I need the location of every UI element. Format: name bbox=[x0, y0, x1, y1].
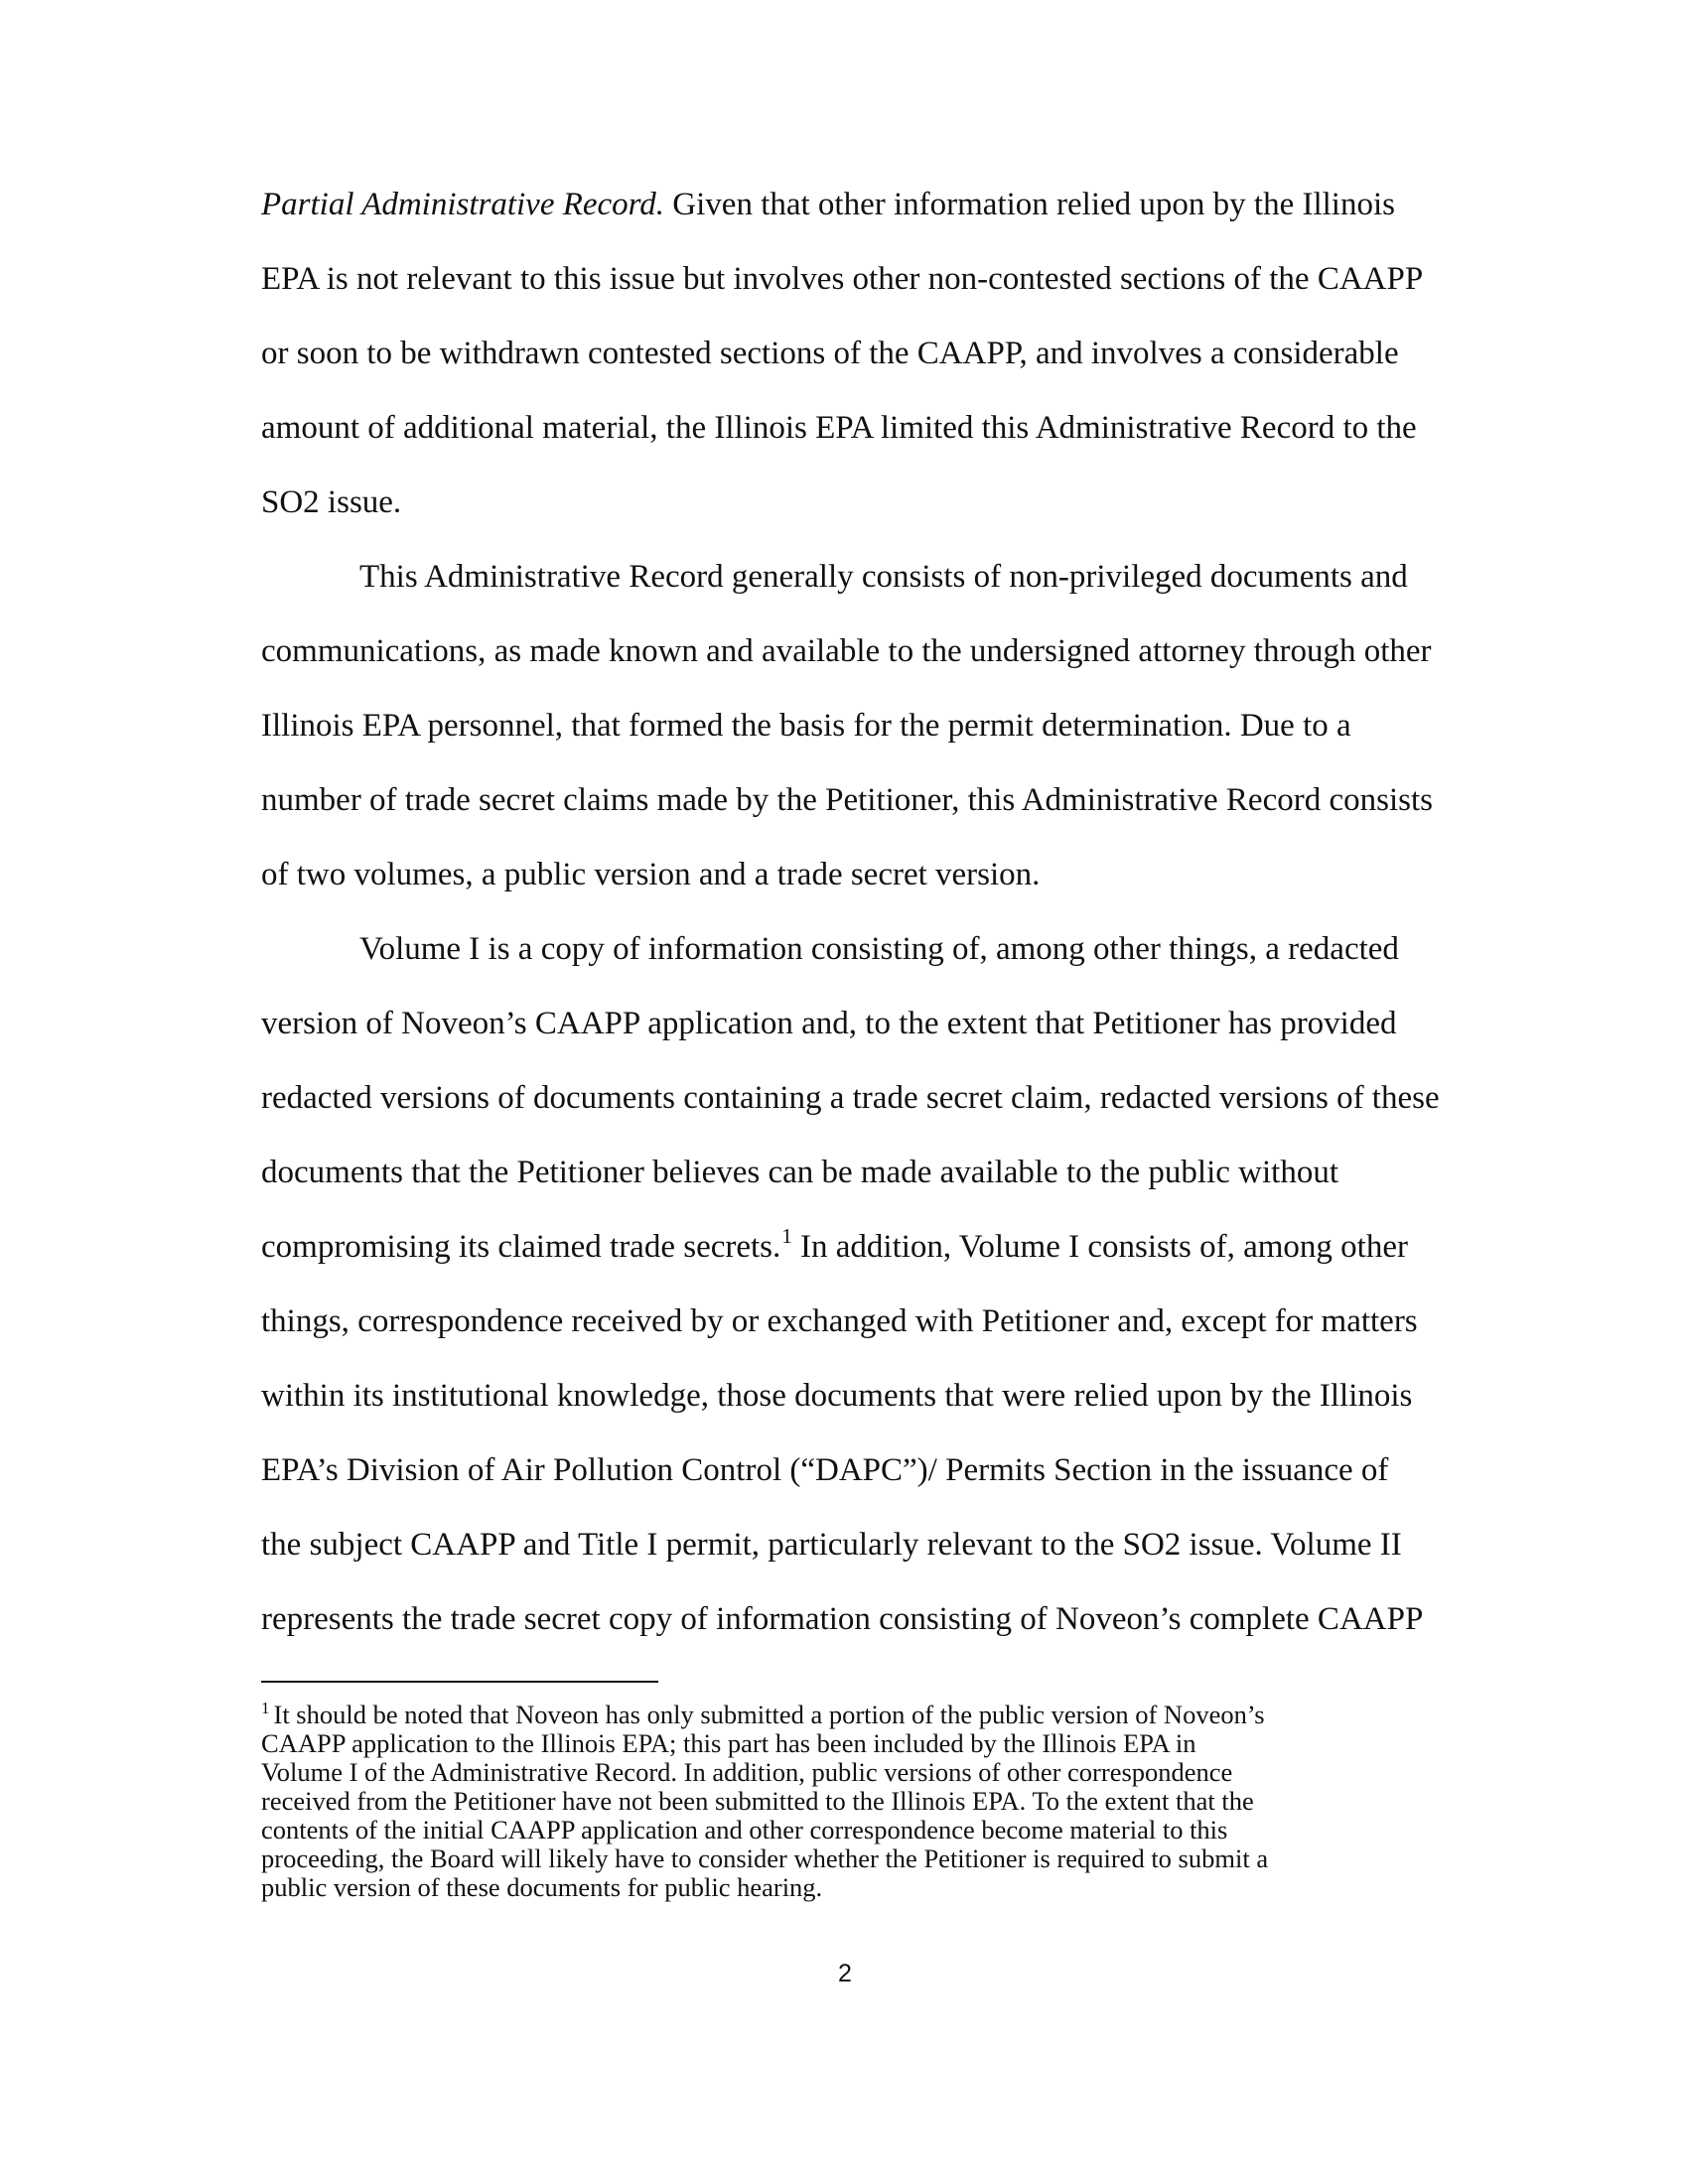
body-line-text: In addition, Volume I consists of, among other bbox=[791, 1229, 1408, 1265]
footnote-separator bbox=[261, 1681, 658, 1683]
footnote-text: It should be noted that Noveon has only submitted a portion of the public version of Noveon’s bbox=[273, 1700, 1265, 1729]
body-line-text: compromising its claimed trade secrets. bbox=[261, 1229, 781, 1265]
body-line: version of Noveon’s CAAPP application and, to the extent that Petitioner has provided bbox=[261, 1006, 1397, 1041]
body-line: of two volumes, a public version and a trade secret version. bbox=[261, 857, 1041, 892]
body-line bbox=[261, 185, 1395, 224]
body-line: things, correspondence received by or exchanged with Petitioner and, except for matters bbox=[261, 1303, 1418, 1339]
footnote-line: Volume I of the Administrative Record. In addition, public versions of other correspondence bbox=[261, 1757, 1233, 1787]
body-line: communications, as made known and available to the undersigned attorney through other bbox=[261, 633, 1432, 669]
record-title-italic: Partial Administrative Record. bbox=[261, 187, 665, 222]
footnote-line: CAAPP application to the Illinois EPA; this part has been included by the Illinois EPA in bbox=[261, 1728, 1196, 1758]
footnote-line: contents of the initial CAAPP application and other correspondence become material to this bbox=[261, 1815, 1228, 1844]
body-line-text: Given that other information relied upon by the Illinois bbox=[664, 187, 1395, 222]
body-line: Volume I is a copy of information consisting of, among other things, a redacted bbox=[359, 931, 1399, 967]
footnote-line: received from the Petitioner have not been submitted to the Illinois EPA. To the extent that the bbox=[261, 1786, 1254, 1816]
body-line: EPA is not relevant to this issue but involves other non-contested sections of the CAAPP bbox=[261, 261, 1424, 297]
body-line: documents that the Petitioner believes can be made available to the public without bbox=[261, 1155, 1339, 1190]
body-line: SO2 issue. bbox=[261, 484, 402, 520]
body-line: represents the trade secret copy of information consisting of Noveon’s complete CAAPP bbox=[261, 1601, 1424, 1637]
body-line: redacted versions of documents containing a trade secret claim, redacted versions of these bbox=[261, 1080, 1440, 1116]
body-line: Illinois EPA personnel, that formed the basis for the permit determination. Due to a bbox=[261, 708, 1351, 744]
body-line bbox=[261, 1224, 1408, 1270]
footnote-reference[interactable]: 1 bbox=[781, 1224, 792, 1248]
page-number: 2 bbox=[838, 1960, 852, 1987]
footnote-marker: 1 bbox=[261, 1699, 270, 1717]
footnote-line: public version of these documents for public hearing. bbox=[261, 1872, 823, 1902]
body-line: number of trade secret claims made by the Petitioner, this Administrative Record consists bbox=[261, 782, 1433, 818]
body-line: or soon to be withdrawn contested sections of the CAAPP, and involves a considerable bbox=[261, 336, 1399, 371]
body-line: within its institutional knowledge, those documents that were relied upon by the Illinois bbox=[261, 1378, 1413, 1414]
body-line: EPA’s Division of Air Pollution Control (“DAPC”)/ Permits Section in the issuance of bbox=[261, 1452, 1389, 1488]
body-line: the subject CAAPP and Title I permit, particularly relevant to the SO2 issue. Volume II bbox=[261, 1527, 1402, 1563]
footnote-line: proceeding, the Board will likely have to consider whether the Petitioner is required to submit a bbox=[261, 1843, 1269, 1873]
body-line: This Administrative Record generally consists of non-privileged documents and bbox=[359, 559, 1408, 595]
body-line: amount of additional material, the Illinois EPA limited this Administrative Record to the bbox=[261, 410, 1417, 446]
